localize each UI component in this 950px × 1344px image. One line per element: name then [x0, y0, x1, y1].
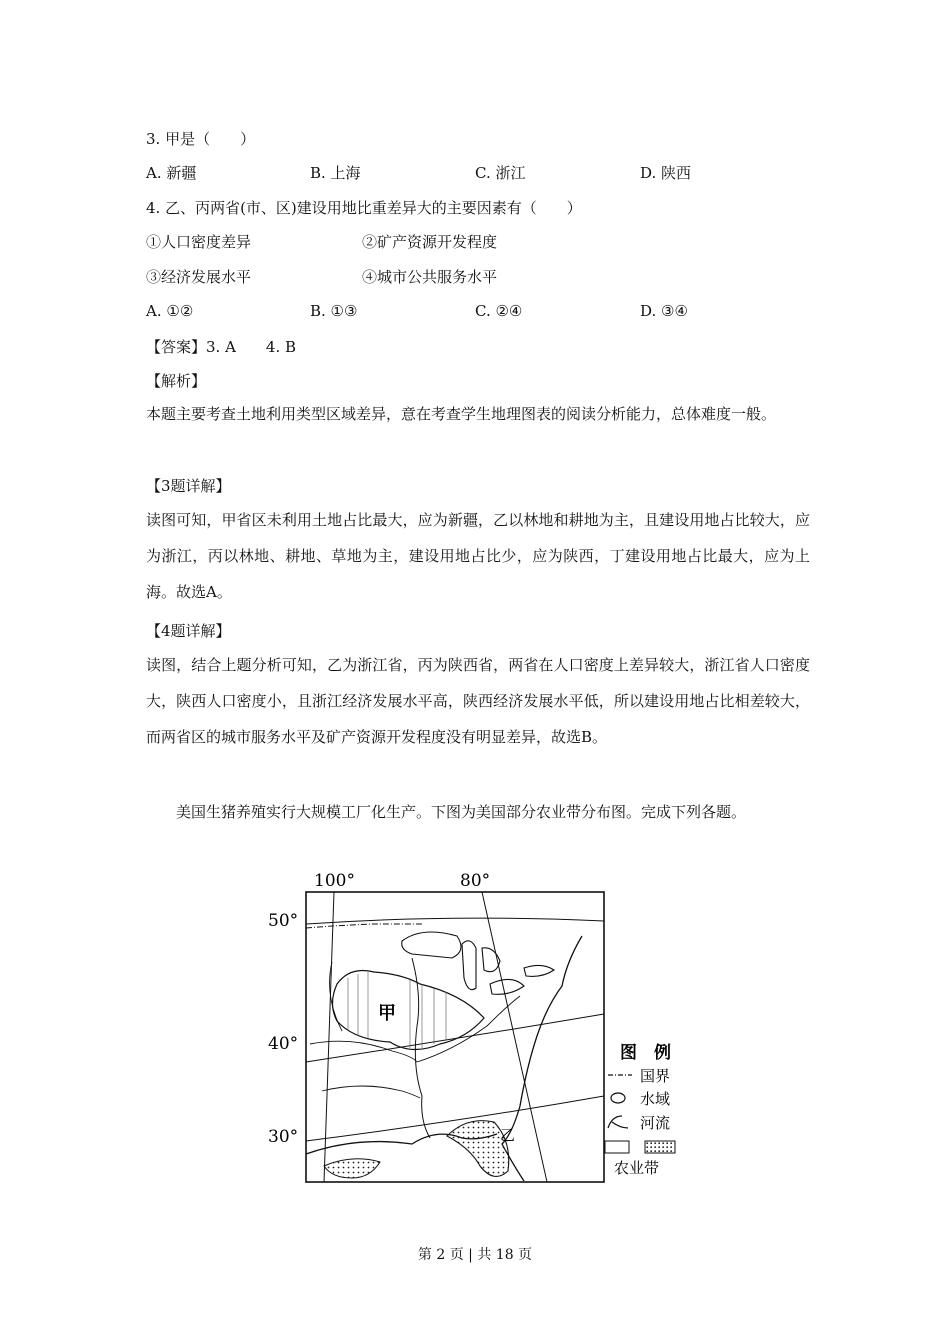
q4-option-a: A. ①② — [146, 302, 194, 320]
lat-label-50: 50° — [268, 911, 299, 931]
q4-detail-heading: 【4题详解】 — [146, 622, 231, 640]
water-legend-symbol — [611, 1093, 625, 1103]
q4-item-3: ③经济发展水平 — [146, 268, 252, 286]
legend-belt: 农业带 — [614, 1159, 660, 1177]
q3-option-a: A. 新疆 — [146, 164, 197, 182]
region-jia-label: 甲 — [378, 1003, 396, 1024]
analysis-text: 本题主要考查土地利用类型区域差异，意在考查学生地理图表的阅读分析能力，总体难度一般。 — [146, 405, 777, 423]
q4-item-2: ②矿产资源开发程度 — [362, 233, 498, 251]
lat-label-40: 40° — [268, 1034, 299, 1054]
analysis-heading: 【解析】 — [146, 372, 207, 390]
map-legend — [605, 1042, 675, 1177]
page-footer: 第 2 页 | 共 18 页 — [417, 1247, 533, 1263]
lon-label-100: 100° — [314, 871, 355, 891]
q3-option-b: B. 上海 — [310, 164, 361, 182]
q4-option-c: C. ②④ — [475, 302, 523, 320]
q3-detail-heading: 【3题详解】 — [146, 477, 231, 495]
river-legend-symbol — [608, 1116, 628, 1128]
q3-option-d: D. 陕西 — [640, 164, 692, 182]
q3-stem: 3. 甲是（ ） — [146, 130, 256, 148]
q4-item-4: ④城市公共服务水平 — [362, 268, 498, 286]
q4-item-1: ①人口密度差异 — [146, 233, 252, 251]
belt-legend-plain — [605, 1141, 629, 1153]
q4-stem: 4. 乙、丙两省(市、区)建设用地比重差异大的主要因素有（ ） — [146, 199, 582, 217]
intro-text: 美国生猪养殖实行大规模工厂化生产。下图为美国部分农业带分布图。完成下列各题。 — [176, 803, 747, 821]
lat-label-30: 30° — [268, 1127, 299, 1147]
region-yi-label: 乙 — [500, 1126, 516, 1144]
q4-option-d: D. ③④ — [640, 302, 688, 320]
legend-river: 河流 — [640, 1114, 671, 1132]
answer: 【答案】3. A 4. B — [146, 338, 297, 356]
agriculture-belt-map — [262, 866, 692, 1192]
legend-border: 国界 — [640, 1067, 671, 1085]
legend-water: 水域 — [640, 1090, 671, 1108]
q3-option-c: C. 浙江 — [475, 164, 526, 182]
legend-title: 图 例 — [620, 1043, 671, 1063]
lon-label-80: 80° — [460, 871, 491, 891]
q3-detail-text: 读图可知，甲省区未利用土地占比最大，应为新疆，乙以林地和耕地为主，且建设用地占比较大，应为浙江，丙以林地、耕地、草地为主，建设用地占比少，应为陕西，丁建设用地占比最大，应为上海。故选A。 — [146, 511, 810, 601]
q4-detail-text: 读图，结合上题分析可知，乙为浙江省，丙为陕西省，两省在人口密度上差异较大，浙江省人口密度大，陕西人口密度小，且浙江经济发展水平高，陕西经济发展水平低，所以建设用地占比相差较大，而两省区的城市服务水平及矿产资源开发程度没有明显差异，故选B。 — [146, 656, 810, 746]
belt-legend-dotted — [645, 1141, 675, 1153]
q4-option-b: B. ①③ — [310, 302, 358, 320]
